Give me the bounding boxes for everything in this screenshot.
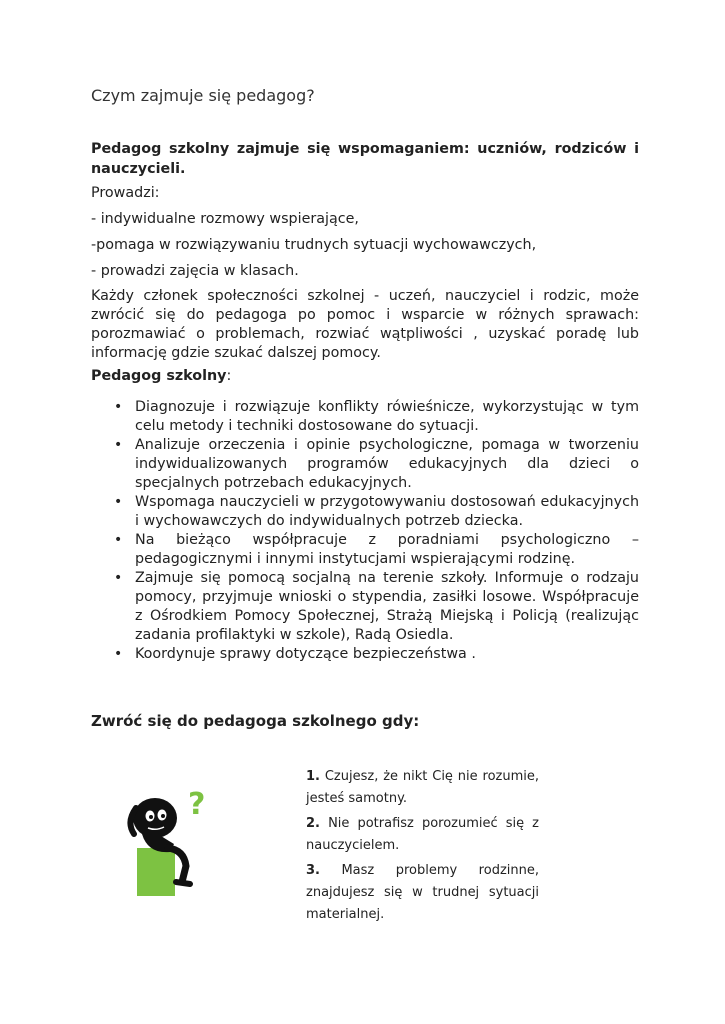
intro-section xyxy=(91,139,639,664)
list-item: • Wspomaga nauczycieli w przygotowywaniu dostosowań edukacyjnych i wychowawczych do indywidualnych potrzeb dziecka. xyxy=(135,493,639,531)
prowadzi-label: Prowadzi: xyxy=(91,185,160,201)
reason-text: Nie potrafisz porozumieć się z nauczycielem. xyxy=(306,816,539,853)
duties-heading xyxy=(91,367,639,386)
duties-list xyxy=(91,398,639,664)
svg-text:?: ? xyxy=(188,787,206,822)
thinking-figure-illustration xyxy=(112,786,224,898)
duties-label: Pedagog szkolny xyxy=(91,368,227,384)
reasons-list xyxy=(306,766,539,929)
list-item: • Diagnozuje i rozwiązuje konflikty rówieśnicze, wykorzystując w tym celu metody i techniki dostosowane do sytuacji. xyxy=(135,398,639,436)
reason-number: 2. xyxy=(306,816,320,831)
list-item: • Analizuje orzeczenia i opinie psychologiczne, pomaga w tworzeniu indywidualizowanych programów edukacyjnych dla dzieci o specjalnych potrzebach edukacyjnych. xyxy=(135,436,639,493)
thinking-figure-icon xyxy=(112,786,224,898)
contact-heading: Zwróć się do pedagoga szkolnego gdy: xyxy=(91,712,420,730)
intro-lead: Pedagog szkolny zajmuje się wspomaganiem: uczniów, rodziców i nauczycieli. xyxy=(91,141,639,177)
reason-number: 1. xyxy=(306,769,320,784)
list-item xyxy=(306,860,539,926)
list-item: • Zajmuje się pomocą socjalną na terenie szkoły. Informuje o rodzaju pomocy, przyjmuje wnioski o stypendia, zasiłki losowe. Współpracuje z Ośrodkiem Pomocy Społecznej, Strażą Miejską i Policją (realizując zadania profilaktyki w szkole), Radą Osiedla. xyxy=(135,569,639,645)
duties-colon: : xyxy=(226,368,232,384)
intro-item: - indywidualne rozmowy wspierające, xyxy=(91,211,359,227)
reason-number: 3. xyxy=(306,863,320,878)
page-title: Czym zajmuje się pedagog? xyxy=(91,86,315,105)
reason-text: Czujesz, że nikt Cię nie rozumie, jesteś samotny. xyxy=(306,769,539,806)
list-item xyxy=(306,813,539,857)
intro-paragraph: Każdy członek społeczności szkolnej - uczeń, nauczyciel i rodzic, może zwrócić się do pedagoga po pomoc i wsparcie w różnych sprawach: porozmawiać o problemach, rozwiać wątpliwości , uzyskać poradę lub informację gdzie szukać dalszej pomocy. xyxy=(91,288,639,361)
intro-item: -pomaga w rozwiązywaniu trudnych sytuacji wychowawczych, xyxy=(91,237,537,253)
list-item: • Koordynuje sprawy dotyczące bezpieczeństwa . xyxy=(135,645,639,664)
list-item xyxy=(306,766,539,810)
reason-text: Masz problemy rodzinne, znajdujesz się w trudnej sytuacji materialnej. xyxy=(306,863,539,922)
intro-item: - prowadzi zajęcia w klasach. xyxy=(91,263,299,279)
list-item: • Na bieżąco współpracuje z poradniami psychologiczno – pedagogicznymi i innymi instytucjami wspierającymi rodzinę. xyxy=(135,531,639,569)
